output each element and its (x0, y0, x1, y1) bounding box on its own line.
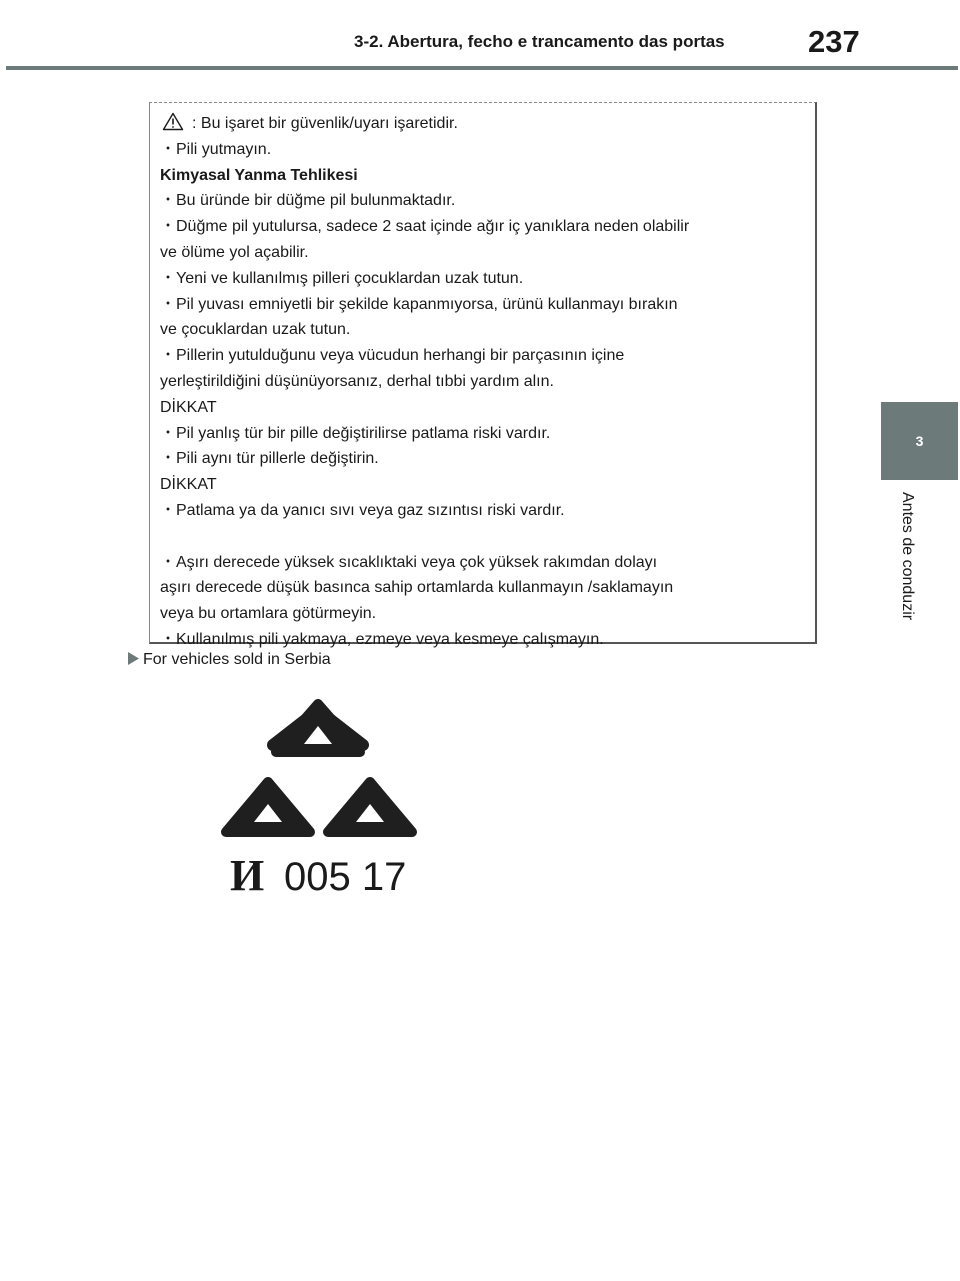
warning-line (160, 550, 815, 576)
warning-line-text: ・Pil yuvası emniyetli bir şekilde kapanmıyorsa, ürünü kullanmayı bırakın (160, 295, 678, 313)
serbia-note-text: For vehicles sold in Serbia (143, 651, 331, 668)
warning-line (160, 188, 815, 214)
warning-line-text: Kimyasal Yanma Tehlikesi (160, 166, 358, 184)
warning-line (160, 343, 815, 369)
warning-line-text: ve çocuklardan uzak tutun. (160, 321, 351, 339)
warning-line (160, 163, 815, 189)
warning-line (160, 240, 815, 266)
chapter-tab (881, 402, 958, 480)
warning-line (160, 627, 815, 653)
warning-line (160, 601, 815, 627)
warning-line-text: ・Yeni ve kullanılmış pilleri çocuklardan uzak tutun. (160, 269, 524, 287)
warning-line-text: ・Pili aynı tür pillerle değiştirin. (160, 450, 379, 468)
warning-line-text: DİKKAT (160, 476, 217, 494)
warning-triangle-icon (162, 112, 184, 140)
warning-line (160, 111, 815, 137)
warning-line (160, 292, 815, 318)
warning-line-text: ・Bu üründe bir düğme pil bulunmaktadır. (160, 192, 456, 210)
warning-line-text: ・Pillerin yutulduğunu veya vücudun herhangi bir parçasının içine (160, 347, 625, 365)
serbia-note (128, 651, 331, 670)
triangle-bullet-icon (128, 652, 139, 670)
serbian-conformity-mark-icon (218, 690, 428, 900)
warning-line (160, 498, 815, 524)
warning-line-text: ・Aşırı derecede yüksek sıcaklıktaki veya çok yüksek rakımdan dolayı (160, 553, 658, 571)
mark-letter: И (230, 851, 265, 900)
warning-line-text: yerleştirildiğini düşünüyorsanız, derhal tıbbi yardım alın. (160, 372, 554, 390)
warning-line-text: ・Düğme pil yutulursa, sadece 2 saat içinde ağır iç yanıklara neden olabilir (160, 218, 690, 236)
warning-line-text: ・Pil yanlış tür bir pille değiştirilirse patlama riski vardır. (160, 424, 551, 442)
warning-line (160, 317, 815, 343)
blank-line (160, 524, 815, 550)
warning-line-text: ・Pili yutmayın. (160, 140, 272, 158)
warning-line-text: : Bu işaret bir güvenlik/uyarı işaretidir. (192, 115, 458, 132)
warning-line (160, 214, 815, 240)
chapter-title: Antes de conduzir (899, 492, 916, 621)
warning-line-text: ・Patlama ya da yanıcı sıvı veya gaz sızıntısı riski vardır. (160, 501, 565, 519)
warning-line (160, 395, 815, 421)
warning-line (160, 369, 815, 395)
warning-line-text: ve ölüme yol açabilir. (160, 243, 309, 261)
warning-line (160, 137, 815, 163)
warning-line-text: aşırı derecede düşük basınca sahip ortamlarda kullanmayın /saklamayın (160, 579, 674, 597)
mark-code: 005 17 (284, 855, 407, 899)
chapter-number: 3 (915, 433, 924, 449)
warning-line-text: DİKKAT (160, 398, 217, 416)
warning-line (160, 575, 815, 601)
warning-line (160, 472, 815, 498)
page-number: 237 (808, 24, 860, 59)
warning-box (149, 102, 817, 648)
warning-line (160, 266, 815, 292)
warning-line-text: veya bu ortamlara götürmeyin. (160, 605, 377, 623)
warning-line-text: ・Kullanılmış pili yakmaya, ezmeye veya kesmeye çalışmayın. (160, 630, 604, 648)
section-title: 3-2. Abertura, fecho e trancamento das portas (354, 32, 725, 51)
warning-line (160, 421, 815, 447)
warning-line (160, 446, 815, 472)
header-rule (6, 66, 958, 70)
